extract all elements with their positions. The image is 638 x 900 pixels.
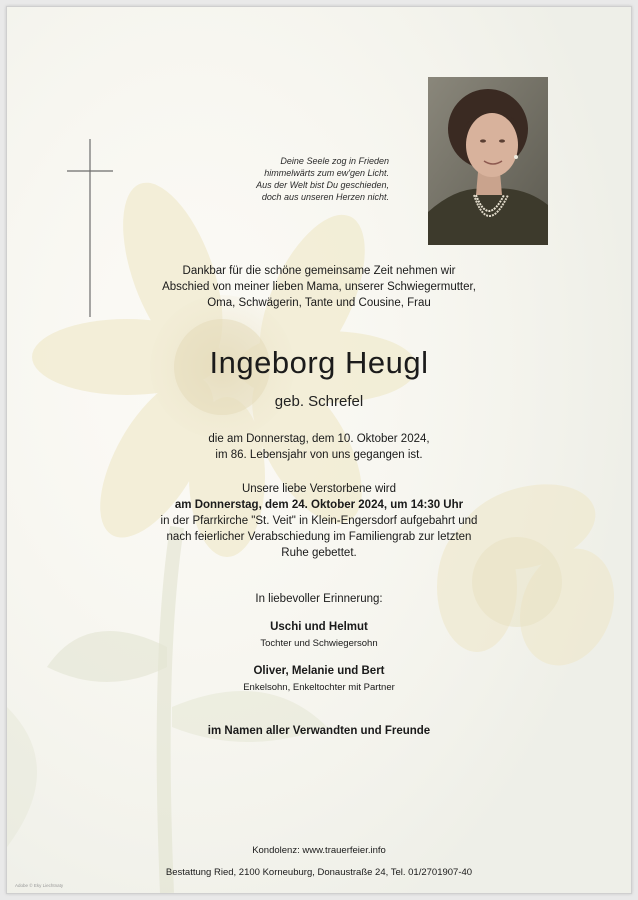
closing-line: im Namen aller Verwandten und Freunde (207, 725, 431, 737)
image-credit: Adobe © Eky Liechtnaty (15, 883, 64, 888)
poem-line: Aus der Welt bist Du geschieden, (256, 180, 389, 190)
intro-line: Dankbar für die schöne gemeinsame Zeit nehmen wir (182, 265, 456, 277)
funeral-date: am Donnerstag, dem 24. Oktober 2024, um 14:30 Uhr (174, 499, 464, 511)
funeral-line: in der Pfarrkirche "St. Veit" in Klein-Engersdorf aufgebahrt und (160, 515, 478, 527)
portrait-photo (428, 77, 548, 245)
mourner-names: Uschi und Helmut (270, 621, 368, 633)
death-notice (7, 431, 631, 463)
intro-line: Oma, Schwägerin, Tante und Cousine, Frau (207, 297, 431, 309)
birth-name: geb. Schrefel (274, 393, 364, 410)
death-line: im 86. Lebensjahr von uns gegangen ist. (215, 449, 423, 461)
poem-line: himmelwärts zum ew'gen Licht. (264, 168, 389, 178)
intro-text (7, 263, 631, 311)
mourner-names: Oliver, Melanie und Bert (253, 665, 385, 677)
memory-heading: In liebevoller Erinnerung: (255, 593, 383, 605)
deceased-name: Ingeborg Heugl (209, 345, 429, 380)
funeral-line: Ruhe gebettet. (281, 547, 357, 559)
funeral-line: Unsere liebe Verstorbene wird (241, 483, 397, 495)
memorial-poem (189, 155, 389, 203)
funeral-details (7, 481, 631, 561)
death-line: die am Donnerstag, dem 10. Oktober 2024, (208, 433, 430, 445)
mourner-relation: Tochter und Schwiegersohn (260, 638, 378, 649)
intro-line: Abschied von meiner lieben Mama, unserer Schwiegermutter, (162, 281, 476, 293)
obituary-page (6, 6, 632, 894)
mourner-relation: Enkelsohn, Enkeltochter mit Partner (243, 682, 395, 693)
poem-line: Deine Seele zog in Frieden (280, 156, 389, 166)
condolence-link[interactable]: Kondolenz: www.trauerfeier.info (252, 845, 386, 856)
funeral-line: nach feierlicher Verabschiedung im Familiengrab zur letzten (166, 531, 472, 543)
funeral-home-footer: Bestattung Ried, 2100 Korneuburg, Donaustraße 24, Tel. 01/2701907-40 (165, 867, 473, 878)
poem-line: doch aus unseren Herzen nicht. (261, 192, 389, 202)
